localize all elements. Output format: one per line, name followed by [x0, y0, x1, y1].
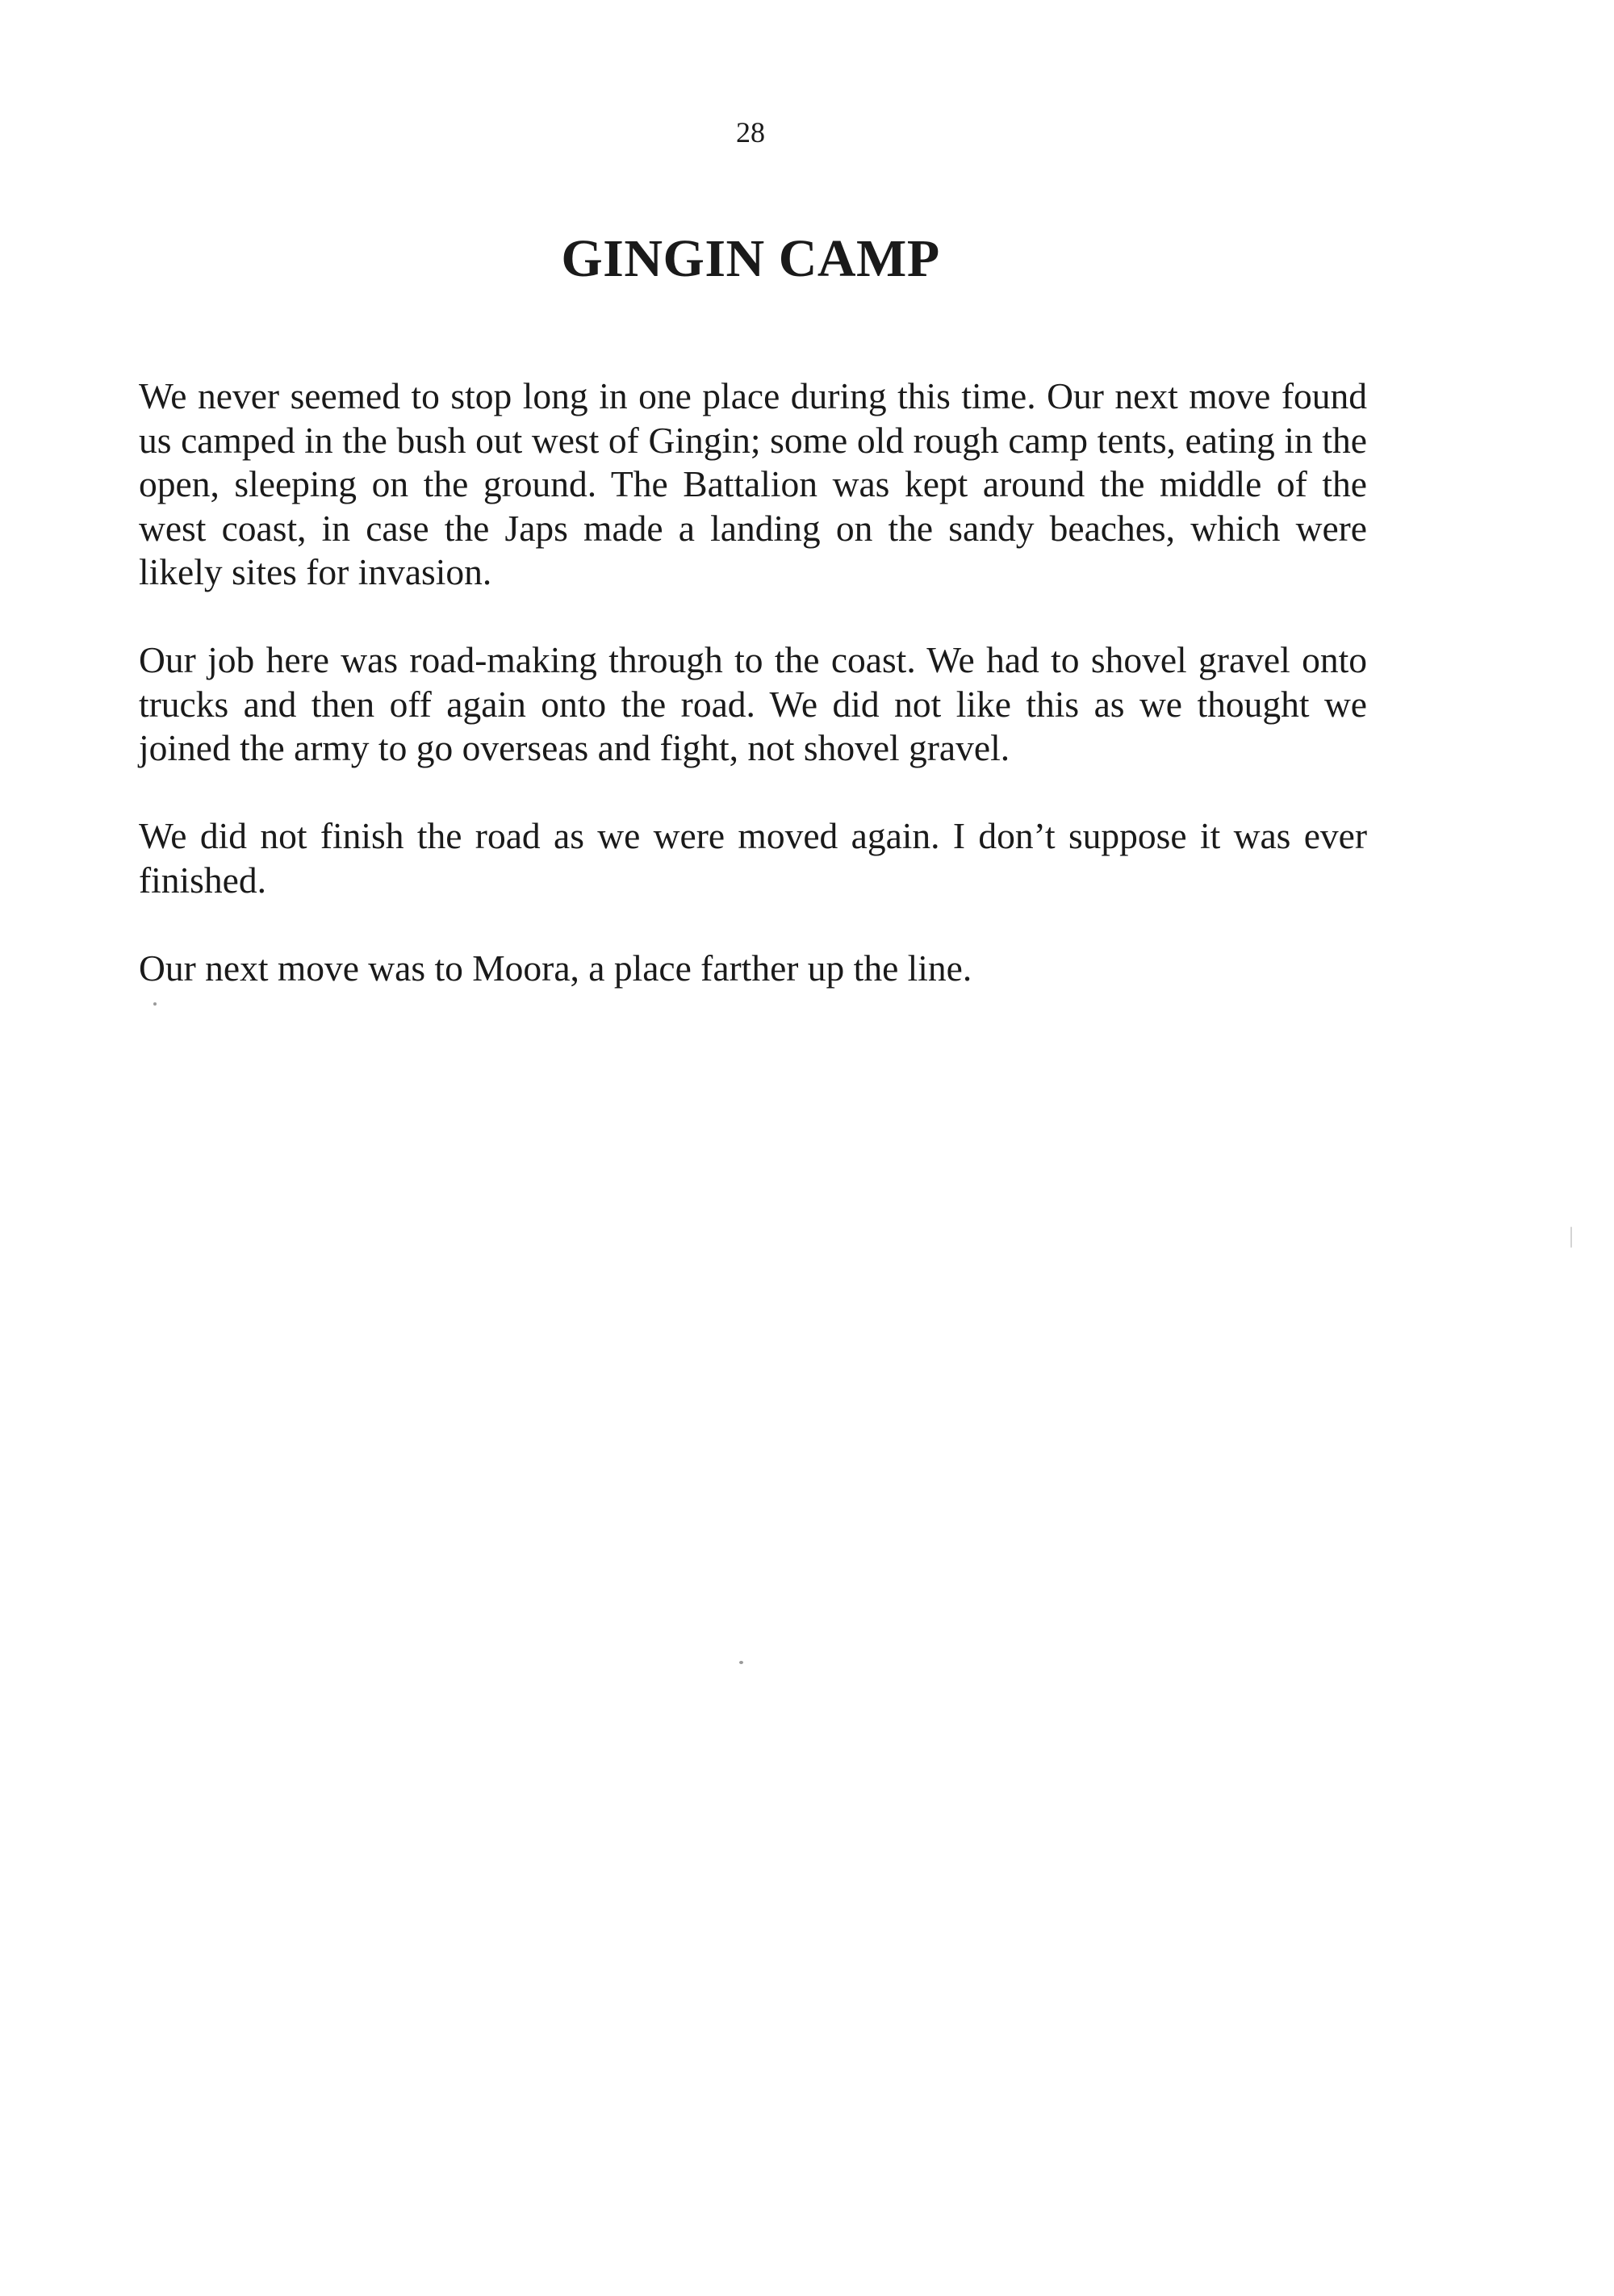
body-text [139, 374, 1367, 1035]
paragraph-4: Our next move was to Moora, a place farther up the line. [139, 947, 972, 989]
scan-speck [739, 1661, 743, 1664]
scan-speck [1570, 1227, 1572, 1248]
paragraph-2: Our job here was road-making through to the coast. We had to shovel gravel onto trucks and then off again onto the road. We did not like this as we thought we joined the army to go overseas and fight, not shovel gravel. [139, 639, 1367, 768]
scan-speck [153, 1002, 157, 1006]
paragraph-1: We never seemed to stop long in one place during this time. Our next move found us camped in the bush out west of Gingin; some old rough camp tents, eating in the open, sleeping on the ground. The Battalion was kept around the middle of the west coast, in case the Japs made a landing on the sandy beaches, which were likely sites for invasion. [139, 375, 1367, 592]
page-number: 28 [736, 116, 765, 148]
paragraph-3: We did not finish the road as we were moved again. I don’t suppose it was ever finished. [139, 815, 1367, 901]
chapter-title: GINGIN CAMP [561, 229, 940, 288]
